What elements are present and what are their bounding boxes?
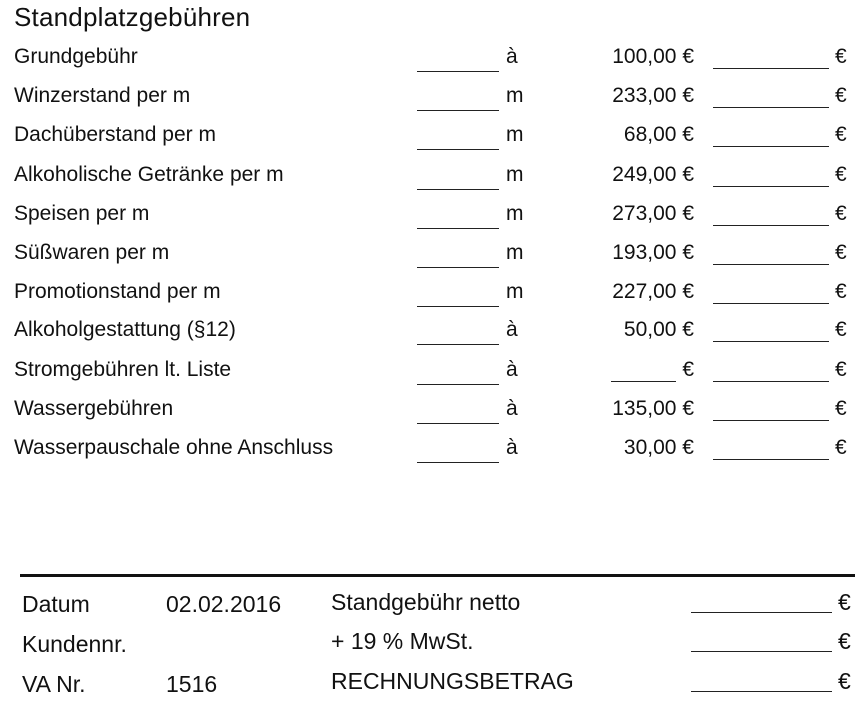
- fee-row-stromgebuehren: [0, 354, 861, 390]
- quantity-field[interactable]: [417, 267, 499, 268]
- fee-label: Stromgebühren lt. Liste: [14, 358, 232, 381]
- total-currency: €: [835, 202, 847, 225]
- fee-unit: à: [506, 397, 518, 420]
- total-field[interactable]: [713, 341, 829, 342]
- fee-label: Alkoholgestattung (§12): [14, 318, 236, 341]
- total-field[interactable]: [713, 68, 829, 69]
- fee-unit-price: 193,00 €: [612, 241, 694, 264]
- quantity-field[interactable]: [417, 228, 499, 229]
- fee-unit-price: 100,00 €: [612, 45, 694, 68]
- fee-row-suesswaren: [0, 237, 861, 273]
- footer-divider: [20, 574, 855, 577]
- total-currency: €: [835, 397, 847, 420]
- quantity-field[interactable]: [417, 110, 499, 111]
- fee-unit-price: €: [682, 358, 694, 381]
- fee-row-promotionstand: [0, 276, 861, 312]
- netto-currency: €: [838, 589, 851, 615]
- fee-row-alkoholgestattung: [0, 314, 861, 350]
- fee-unit: m: [506, 84, 524, 107]
- fee-row-dachueberstand: [0, 119, 861, 155]
- total-currency: €: [835, 163, 847, 186]
- fee-unit: m: [506, 280, 524, 303]
- fee-unit: m: [506, 123, 524, 146]
- fee-label: Wassergebühren: [14, 397, 174, 420]
- total-currency: €: [835, 84, 847, 107]
- fee-unit-price: 30,00 €: [623, 436, 694, 459]
- quantity-field[interactable]: [417, 423, 499, 424]
- quantity-field[interactable]: [417, 149, 499, 150]
- total-field[interactable]: [713, 381, 829, 382]
- va-nr-label: VA Nr.: [22, 671, 86, 697]
- fee-unit-price: 50,00 €: [623, 318, 694, 341]
- quantity-field[interactable]: [417, 189, 499, 190]
- total-currency: €: [835, 241, 847, 264]
- fee-label: Winzerstand per m: [14, 84, 191, 107]
- quantity-field[interactable]: [417, 306, 499, 307]
- fee-unit: m: [506, 163, 524, 186]
- rechnungsbetrag-currency: €: [838, 668, 851, 694]
- total-field[interactable]: [713, 107, 829, 108]
- quantity-field[interactable]: [417, 462, 499, 463]
- fee-label: Grundgebühr: [14, 45, 138, 68]
- total-currency: €: [835, 358, 847, 381]
- datum-value: 02.02.2016: [166, 591, 282, 617]
- mwst-label: + 19 % MwSt.: [331, 628, 474, 654]
- fee-unit: à: [506, 358, 518, 381]
- quantity-field[interactable]: [417, 384, 499, 385]
- quantity-field[interactable]: [417, 344, 499, 345]
- fee-unit: à: [506, 318, 518, 341]
- fee-row-speisen: [0, 198, 861, 234]
- va-nr-value: 1516: [166, 671, 218, 697]
- total-field[interactable]: [713, 146, 829, 147]
- fee-label: Süßwaren per m: [14, 241, 170, 264]
- kundennr-label: Kundennr.: [22, 631, 127, 657]
- fee-row-wassergebuehren: [0, 393, 861, 429]
- fee-unit-price: 233,00 €: [612, 84, 694, 107]
- mwst-field[interactable]: [691, 651, 832, 652]
- fee-row-grundgebuehr: [0, 41, 861, 77]
- fee-unit-price: 273,00 €: [612, 202, 694, 225]
- quantity-field[interactable]: [417, 71, 499, 72]
- rechnungsbetrag-field[interactable]: [691, 691, 832, 692]
- fee-unit: à: [506, 436, 518, 459]
- fee-row-wasserpauschale: [0, 432, 861, 468]
- page-title: Standplatzgebühren: [14, 2, 251, 32]
- netto-label: Standgebühr netto: [331, 589, 521, 615]
- total-field[interactable]: [713, 420, 829, 421]
- total-field[interactable]: [713, 186, 829, 187]
- fee-label: Alkoholische Getränke per m: [14, 163, 284, 186]
- fee-unit: m: [506, 241, 524, 264]
- rechnungsbetrag-label: RECHNUNGSBETRAG: [331, 668, 574, 694]
- total-currency: €: [835, 436, 847, 459]
- total-field[interactable]: [713, 264, 829, 265]
- fee-unit-price: 135,00 €: [612, 397, 694, 420]
- total-currency: €: [835, 318, 847, 341]
- fee-unit-price: 249,00 €: [612, 163, 694, 186]
- fee-row-alkoholische-getraenke: [0, 159, 861, 195]
- total-field[interactable]: [713, 225, 829, 226]
- fee-label: Wasserpauschale ohne Anschluss: [14, 436, 334, 459]
- total-field[interactable]: [713, 459, 829, 460]
- netto-field[interactable]: [691, 612, 832, 613]
- total-currency: €: [835, 280, 847, 303]
- datum-label: Datum: [22, 591, 90, 617]
- mwst-currency: €: [838, 628, 851, 654]
- total-currency: €: [835, 123, 847, 146]
- total-field[interactable]: [713, 303, 829, 304]
- fee-unit: à: [506, 45, 518, 68]
- fee-label: Speisen per m: [14, 202, 150, 225]
- fee-row-winzerstand: [0, 80, 861, 116]
- fee-label: Dachüberstand per m: [14, 123, 216, 146]
- fee-label: Promotionstand per m: [14, 280, 221, 303]
- fee-unit-price: 68,00 €: [623, 123, 694, 146]
- total-currency: €: [835, 45, 847, 68]
- fee-unit: m: [506, 202, 524, 225]
- fee-unit-price: 227,00 €: [612, 280, 694, 303]
